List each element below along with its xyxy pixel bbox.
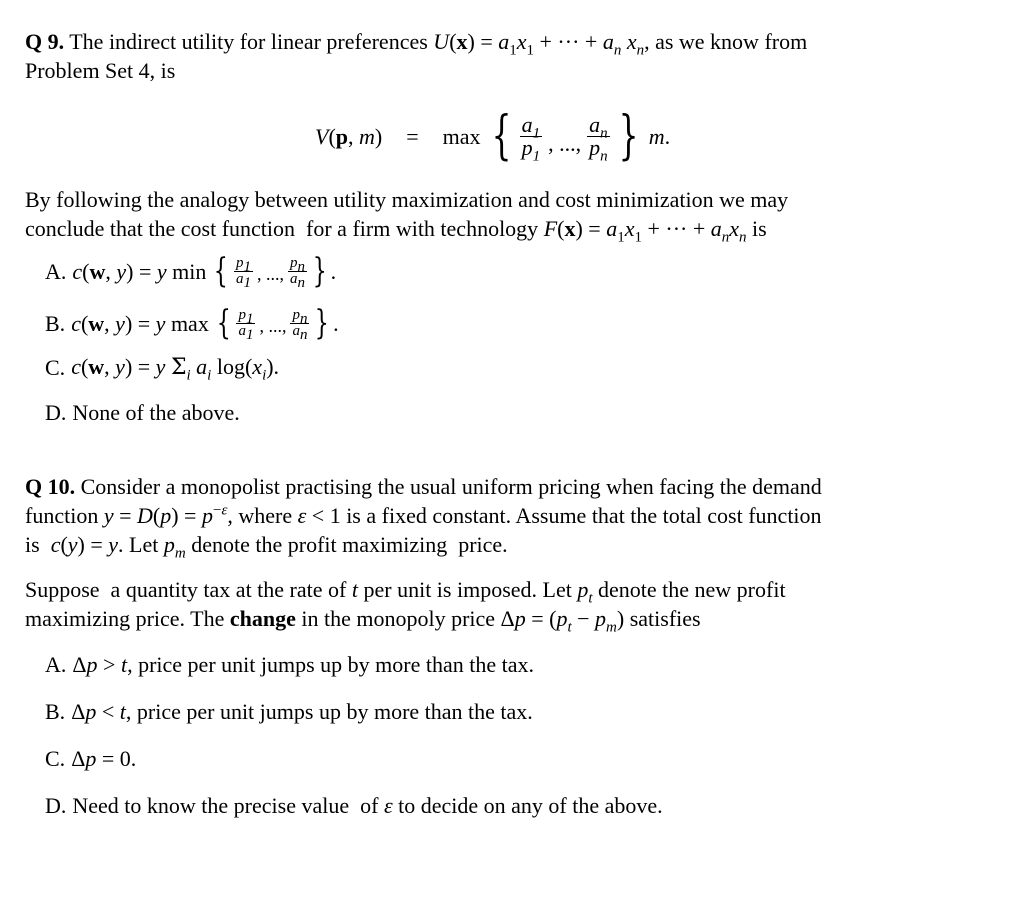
option-b-prefix: c(w, y) = y max xyxy=(71,310,209,336)
change-bold: change xyxy=(229,606,296,631)
q9-analogy xyxy=(25,185,970,246)
q10-option-c-text: Δp = 0. xyxy=(71,745,137,771)
ellipsis: , ..., xyxy=(548,130,582,156)
right-brace: } xyxy=(315,303,330,343)
formula-lhs: V(p, m) xyxy=(315,123,383,149)
option-letter: D. xyxy=(45,792,67,818)
q10-option-a xyxy=(45,649,970,679)
q9-option-b xyxy=(45,303,970,343)
q9-analogy-line2: conclude that the cost function for a firm with technology $F(x) = a_1x_1$ + ··· + $a_nx_n$ is xyxy=(25,216,767,246)
q10-option-b-text: Δp < t, price per unit jumps up by more than the tax. xyxy=(71,698,533,724)
option-a-suffix: . xyxy=(330,258,337,284)
q10-option-a-text: Δp > t, price per unit jumps up by more than the tax. xyxy=(72,651,534,677)
q9-intro-line2: Problem Set 4, is xyxy=(25,58,176,83)
left-brace: { xyxy=(216,303,231,343)
formula-m: m. xyxy=(648,123,671,149)
q10-option-b xyxy=(45,696,970,726)
frac-a1-p1: $\frac{a_1}{p_1}$ xyxy=(521,111,541,164)
indirect-utility-formula xyxy=(25,85,970,185)
q10-intro xyxy=(25,472,970,562)
q10-tax xyxy=(25,575,970,636)
option-letter: C. xyxy=(45,354,66,380)
frac-p1-a1: $\frac{p_1}{a_1}$ xyxy=(238,306,254,343)
q10-tax-line1: Suppose a quantity tax at the rate of t per unit is imposed. Let $p_t$ denote the new profit xyxy=(25,577,786,607)
problem-page xyxy=(25,27,970,820)
option-d-text: None of the above. xyxy=(72,399,240,425)
q9-intro-line1: The indirect utility for linear preferences $U(x) = a_1x_1$ + ··· + $a_n$ $x_n$, as we know from xyxy=(69,29,808,59)
q10-option-d-text: Need to know the precise value of ε to decide on any of the above. xyxy=(72,792,663,818)
option-letter: A. xyxy=(45,651,67,677)
left-brace: { xyxy=(491,106,512,166)
right-brace: } xyxy=(618,106,639,166)
q10-line1: Consider a monopolist practising the usual uniform pricing when facing the demand xyxy=(80,474,822,499)
q9-analogy-line1: By following the analogy between utility maximization and cost minimization we may xyxy=(25,187,789,212)
formula-max: max xyxy=(442,123,481,149)
option-c-text: c(w, y) = y $\Sigma_i$ $a_i$ $\log(x_i)$. xyxy=(71,354,280,384)
q10-option-c xyxy=(45,743,970,773)
left-brace: { xyxy=(214,251,229,291)
q10-option-d xyxy=(45,790,970,820)
option-b-suffix: . xyxy=(333,310,339,336)
q9-option-c xyxy=(45,351,970,383)
q9-intro xyxy=(25,27,970,85)
q10-label: Q 10. xyxy=(25,474,76,499)
q9-label: Q 9. xyxy=(25,29,65,54)
option-letter: B. xyxy=(45,310,66,336)
frac-pn-an: $\frac{p_n}{a_n}$ xyxy=(292,306,308,343)
option-letter: B. xyxy=(45,698,66,724)
right-brace: } xyxy=(312,251,327,291)
frac-an-pn: $\frac{a_n}{p_n}$ xyxy=(589,111,608,164)
q9-option-d xyxy=(45,397,970,427)
option-letter: A. xyxy=(45,258,67,284)
frac-p1-a1: $\frac{p_1}{a_1}$ xyxy=(236,254,252,291)
option-letter: D. xyxy=(45,399,67,425)
formula-eq: = xyxy=(406,123,419,149)
q10-line3: is c(y) = y. Let $p_m$ denote the profit maximizing price. xyxy=(25,532,508,562)
option-letter: C. xyxy=(45,745,66,771)
option-a-prefix: c(w, y) = y min xyxy=(72,258,207,284)
q9-option-a xyxy=(45,251,970,291)
ellipsis: , ..., xyxy=(257,263,285,284)
frac-pn-an: $\frac{p_n}{a_n}$ xyxy=(290,254,306,291)
q10-line2: function $y = D(p) = p^{-\varepsilon}$, where ε < 1 is a fixed constant. Assume that the total cost function xyxy=(25,502,822,528)
q10-tax-line2: maximizing price. The change in the monopoly price $\Delta p = (p_t - p_m)$ satisfies xyxy=(25,606,701,636)
ellipsis: , ..., xyxy=(259,315,287,336)
